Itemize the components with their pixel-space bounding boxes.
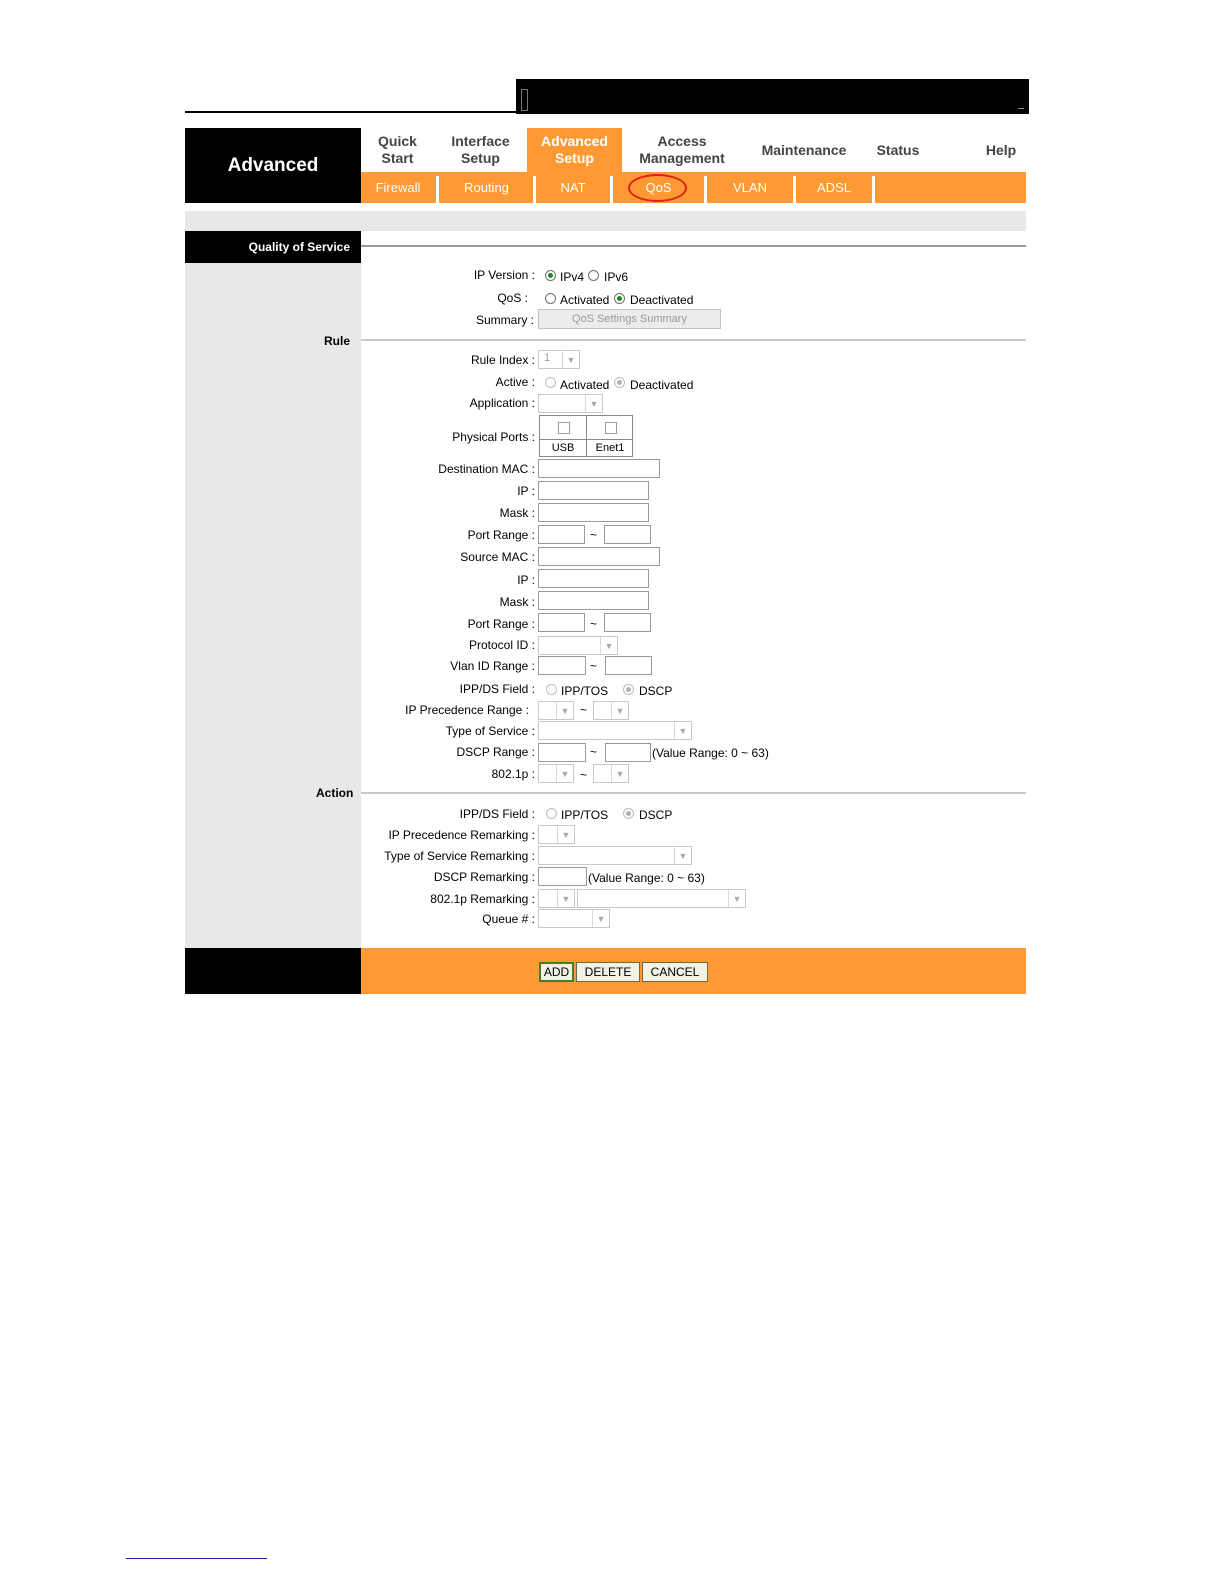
add-button[interactable]: ADD (539, 962, 574, 982)
rule-index-value: 1 (544, 352, 551, 364)
chevron-down-icon: ▼ (674, 847, 691, 864)
nav-quick-start[interactable] (361, 128, 434, 172)
brand-title: Advanced (185, 128, 361, 203)
active-deactivated-radio[interactable] (614, 377, 625, 388)
subnav-qos[interactable]: QoS (645, 180, 672, 195)
subnav-divider (872, 176, 875, 203)
cancel-button[interactable]: CANCEL (642, 962, 708, 982)
dscp-remarking-input[interactable] (538, 867, 587, 886)
nav-label: Maintenance (761, 141, 847, 158)
nav-label: Access Management (639, 133, 725, 166)
dscp-range-label: DSCP Range : (456, 745, 535, 759)
spacer-strip (185, 211, 1026, 231)
qos-highlight-ring (628, 174, 687, 202)
ip-version-label: IP Version : (473, 268, 535, 282)
range-separator: ~ (580, 703, 588, 717)
chevron-down-icon: ▼ (556, 702, 573, 719)
active-activated-label: Activated (560, 378, 610, 392)
dest-mask-input[interactable] (538, 503, 649, 522)
chevron-down-icon: ▼ (611, 702, 628, 719)
rule-index-label: Rule Index : (470, 353, 535, 367)
dest-port-start-input[interactable] (538, 525, 585, 544)
chevron-down-icon: ▼ (592, 910, 609, 927)
port-enet1-label: Enet1 (595, 442, 625, 454)
ip-version-ipv6-label: IPv6 (604, 270, 629, 284)
queue-label: Queue # : (482, 912, 535, 926)
dest-mask-label: Mask : (499, 506, 535, 520)
dest-mac-input[interactable] (538, 459, 660, 478)
subnav-routing[interactable]: Routing (464, 180, 509, 195)
ippds-ipptos-label: IPP/TOS (561, 684, 609, 698)
action-section-label: Action (316, 786, 354, 800)
dscp-remarking-label: DSCP Remarking : (433, 870, 535, 884)
ippds-ipptos-radio[interactable] (546, 684, 557, 695)
src-mac-label: Source MAC : (460, 550, 535, 564)
ippds-dscp-label: DSCP (639, 684, 673, 698)
qos-activated-radio[interactable] (545, 293, 556, 304)
src-ip-label: IP : (517, 573, 535, 587)
nav-label: Interface Setup (451, 133, 510, 166)
nav-help[interactable] (970, 128, 1032, 172)
chevron-down-icon: ▼ (611, 765, 628, 782)
src-port-start-input[interactable] (538, 613, 585, 632)
protocol-id-label: Protocol ID : (468, 638, 535, 652)
dscp-range-start-input[interactable] (538, 743, 586, 762)
chevron-down-icon: ▼ (674, 722, 691, 739)
p8021-remarking-select[interactable] (538, 889, 575, 908)
dest-ip-label: IP : (517, 484, 535, 498)
qos-label: QoS : (497, 291, 528, 305)
range-separator: ~ (590, 617, 598, 631)
nav-label: Help (985, 141, 1017, 158)
active-label: Active : (495, 375, 535, 389)
ip-version-ipv6-radio[interactable] (588, 270, 599, 281)
subnav-divider (436, 176, 439, 203)
p8021-remarking-value-select[interactable] (577, 889, 746, 908)
qos-summary-button[interactable]: QoS Settings Summary (538, 309, 721, 329)
dest-port-end-input[interactable] (604, 525, 651, 544)
ip-precedence-remarking-select[interactable] (538, 825, 575, 844)
footnote-rule (126, 1558, 267, 1559)
p8021-start-select[interactable] (538, 764, 574, 783)
nav-maintenance[interactable] (752, 128, 856, 172)
src-mask-input[interactable] (538, 591, 649, 610)
header-rule (185, 111, 516, 113)
subnav-nat[interactable]: NAT (560, 180, 586, 195)
vlan-id-end-input[interactable] (605, 656, 652, 675)
nav-advanced-setup[interactable] (527, 128, 622, 172)
chevron-down-icon: ▼ (557, 890, 574, 907)
ippds-dscp-radio[interactable] (623, 684, 634, 695)
action-ippds-dscp-radio[interactable] (623, 808, 634, 819)
tos-remarking-select[interactable] (538, 846, 692, 865)
physical-ports-table (539, 415, 633, 457)
application-select[interactable] (538, 394, 603, 413)
action-ippds-field-label: IPP/DS Field : (459, 807, 535, 821)
header-bar (516, 79, 1029, 114)
subnav-firewall[interactable]: Firewall (375, 180, 421, 195)
application-label: Application : (469, 396, 535, 410)
dest-ip-input[interactable] (538, 481, 649, 500)
vlan-id-start-input[interactable] (538, 656, 586, 675)
nav-label: Quick Start (378, 133, 417, 166)
port-usb-checkbox[interactable] (558, 422, 570, 434)
footer-left (185, 948, 361, 994)
ip-precedence-end-select[interactable] (593, 701, 629, 720)
range-separator: ~ (580, 768, 588, 782)
delete-button[interactable]: DELETE (576, 962, 640, 982)
src-ip-input[interactable] (538, 569, 649, 588)
action-ippds-ipptos-label: IPP/TOS (561, 808, 609, 822)
active-activated-radio[interactable] (545, 377, 556, 388)
ip-precedence-start-select[interactable] (538, 701, 574, 720)
subnav-adsl[interactable]: ADSL (817, 180, 851, 195)
range-separator: ~ (590, 528, 598, 542)
nav-status[interactable] (866, 128, 930, 172)
range-separator: ~ (590, 659, 598, 673)
chevron-down-icon: ▼ (562, 351, 579, 368)
p8021-remarking-label: 802.1p Remarking : (430, 892, 535, 906)
chevron-down-icon: ▼ (728, 890, 745, 907)
port-enet1-checkbox[interactable] (605, 422, 617, 434)
ip-version-ipv4-radio[interactable] (545, 270, 556, 281)
vlan-id-range-label: Vlan ID Range : (450, 659, 535, 673)
section-title: Quality of Service (185, 231, 361, 263)
chevron-down-icon: ▼ (585, 395, 602, 412)
dest-port-range-label: Port Range : (467, 528, 535, 542)
src-port-end-input[interactable] (604, 613, 651, 632)
dscp-range-end-input[interactable] (605, 743, 651, 762)
dest-mac-label: Destination MAC : (438, 462, 535, 476)
qos-activated-label: Activated (560, 293, 610, 307)
header-mark (1018, 108, 1024, 109)
src-mask-label: Mask : (499, 595, 535, 609)
rule-section-label: Rule (324, 334, 351, 348)
type-of-service-select[interactable] (538, 721, 692, 740)
range-separator: ~ (590, 745, 598, 759)
tos-remarking-label: Type of Service Remarking : (384, 849, 535, 863)
ippds-field-label: IPP/DS Field : (459, 682, 535, 696)
qos-deactivated-label: Deactivated (630, 293, 694, 307)
nav-label: Advanced Setup (541, 133, 608, 166)
action-ippds-ipptos-radio[interactable] (546, 808, 557, 819)
section-divider (361, 245, 1026, 247)
rule-index-select[interactable] (538, 350, 580, 369)
nav-label: Status (876, 141, 920, 158)
ip-version-ipv4-label: IPv4 (560, 270, 585, 284)
port-usb-label: USB (551, 442, 575, 454)
protocol-id-select[interactable] (538, 636, 618, 655)
active-deactivated-label: Deactivated (630, 378, 694, 392)
header-mark (521, 89, 528, 111)
p8021-end-select[interactable] (593, 764, 629, 783)
type-of-service-label: Type of Service : (445, 724, 535, 738)
action-ippds-dscp-label: DSCP (639, 808, 673, 822)
physical-ports-label: Physical Ports : (452, 430, 535, 444)
nav-interface-setup[interactable] (434, 128, 527, 172)
src-mac-input[interactable] (538, 547, 660, 566)
ip-precedence-remarking-label: IP Precedence Remarking : (388, 828, 535, 842)
dscp-range-note: (Value Range: 0 ~ 63) (652, 746, 769, 760)
qos-deactivated-radio[interactable] (614, 293, 625, 304)
chevron-down-icon: ▼ (556, 765, 573, 782)
action-divider (361, 792, 1026, 794)
rule-divider (361, 339, 1026, 341)
src-port-range-label: Port Range : (467, 617, 535, 631)
queue-select[interactable] (538, 909, 610, 928)
nav-access-management[interactable] (626, 128, 738, 172)
ports-divider (540, 439, 632, 440)
chevron-down-icon: ▼ (557, 826, 574, 843)
p8021-label: 802.1p : (491, 767, 535, 781)
chevron-down-icon: ▼ (600, 637, 617, 654)
dscp-remarking-note: (Value Range: 0 ~ 63) (588, 871, 705, 885)
summary-label: Summary : (475, 313, 534, 327)
ip-precedence-range-label: IP Precedence Range : (405, 703, 529, 717)
subnav-vlan[interactable]: VLAN (733, 180, 767, 195)
